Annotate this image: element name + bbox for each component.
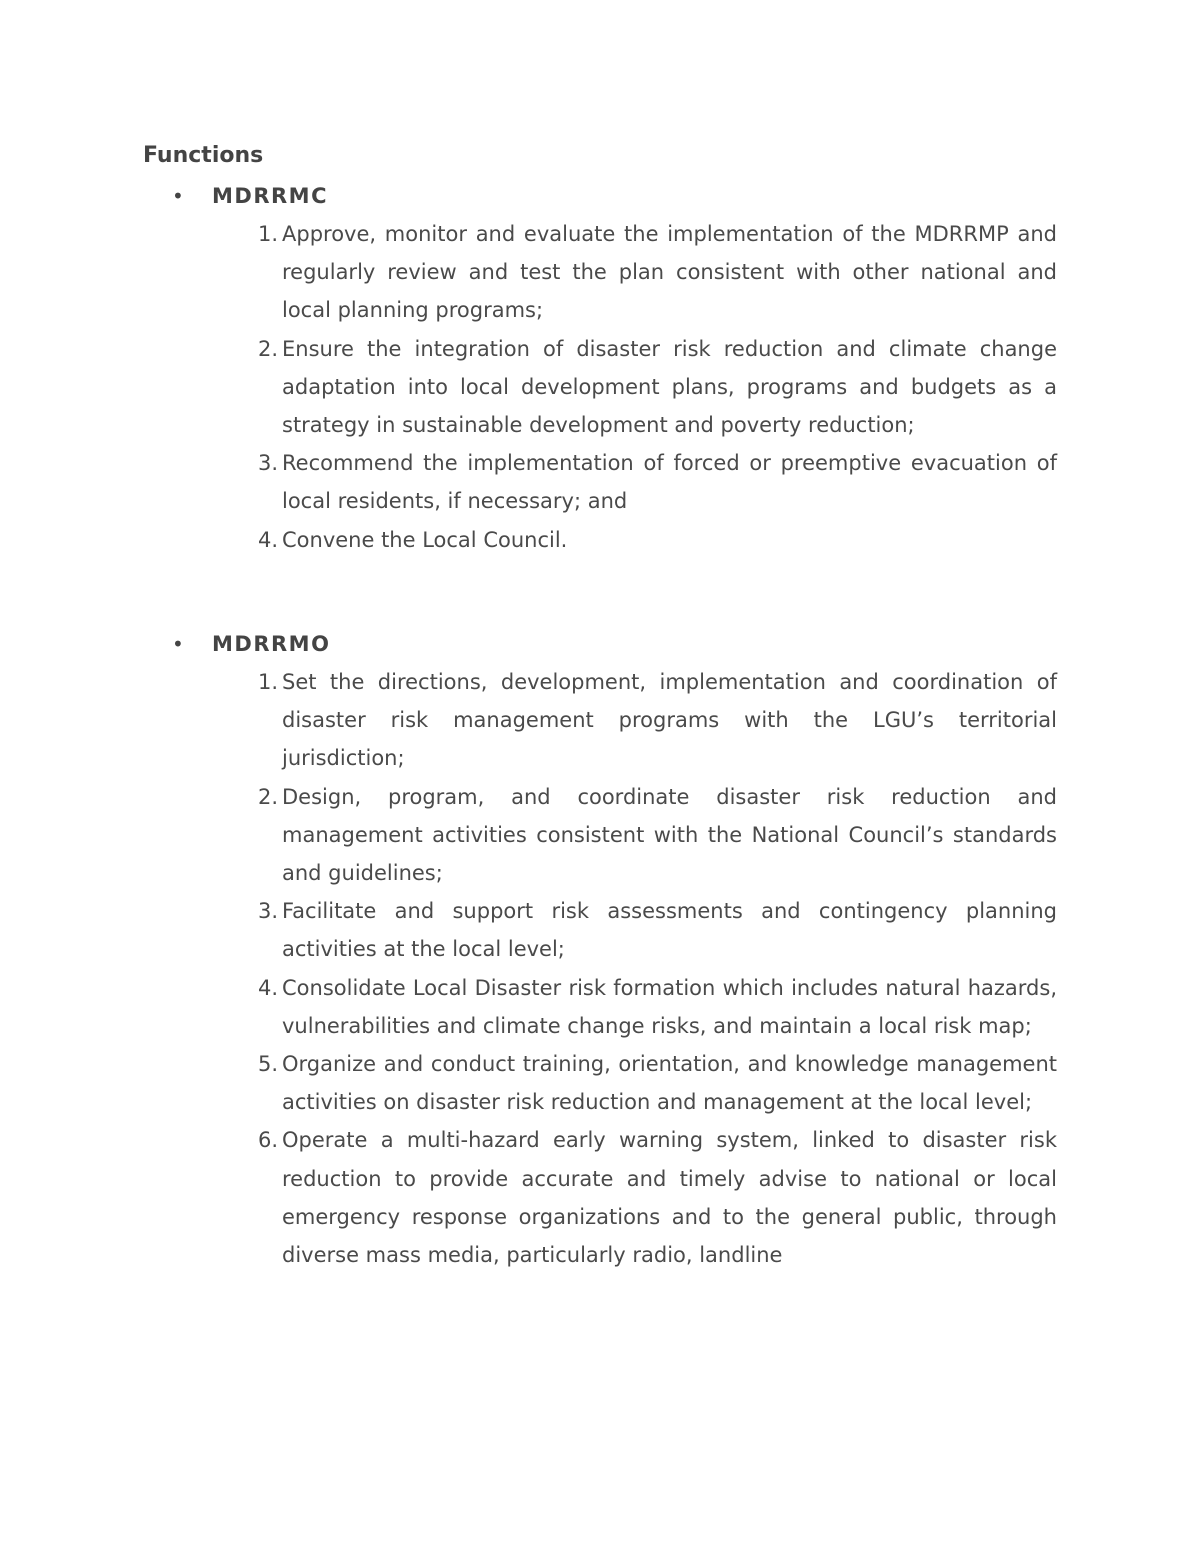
list-item-number: 5. xyxy=(257,1052,278,1077)
list-item-text: Convene the Local Council. xyxy=(282,527,568,552)
list-item-text: Organize and conduct training, orientation, and knowledge management activities on disaster risk reduction and management at the local level; xyxy=(282,1052,1057,1115)
list-item-text: Set the directions, development, implementation and coordination of disaster risk management programs with the LGU’s territorial jurisdiction; xyxy=(282,670,1057,771)
list-item-text: Ensure the integration of disaster risk reduction and climate change adaptation into local development plans, programs and budgets as a strategy in sustainable development and poverty reduction; xyxy=(282,336,1057,438)
list-item-number: 1. xyxy=(257,670,278,694)
list-item-number: 1. xyxy=(257,222,278,246)
section-title: MDRRMC xyxy=(212,184,328,208)
list-item xyxy=(0,778,1200,893)
list-item xyxy=(0,215,1200,330)
list-item-text: Facilitate and support risk assessments and contingency planning activities at the local level; xyxy=(282,899,1057,962)
list-item-number: 3. xyxy=(257,451,278,476)
list-item-number: 6. xyxy=(257,1128,278,1153)
list-item xyxy=(0,444,1200,520)
list-item-text: Operate a multi-hazard early warning system, linked to disaster risk reduction to provide accurate and timely advise to national or local emergency response organizations and to the general public, through diverse mass media, particularly radio, landline xyxy=(282,1128,1057,1268)
list-item xyxy=(0,1121,1200,1274)
list-item xyxy=(0,330,1200,445)
list-item xyxy=(0,521,1200,559)
list-item xyxy=(0,892,1200,968)
bullet-icon: • xyxy=(172,632,184,656)
list-item xyxy=(0,969,1200,1045)
bullet-icon: • xyxy=(172,184,184,208)
list-item-text: Recommend the implementation of forced or preemptive evacuation of local residents, if necessary; and xyxy=(282,451,1057,514)
list-item-number: 2. xyxy=(257,784,278,809)
list-item xyxy=(0,663,1200,778)
list-item-text: Consolidate Local Disaster risk formation which includes natural hazards, vulnerabilities and climate change risks, and maintain a local risk map; xyxy=(282,975,1057,1038)
list-item xyxy=(0,1045,1200,1121)
section-header xyxy=(172,628,330,660)
section-title: MDRRMO xyxy=(212,632,331,656)
list-item-number: 3. xyxy=(257,899,278,924)
list-item-text: Design, program, and coordinate disaster risk reduction and management activities consistent with the National Council’s standards and guidelines; xyxy=(282,784,1057,886)
list-item-number: 4. xyxy=(257,975,278,1000)
numbered-list xyxy=(0,215,1200,559)
numbered-list xyxy=(0,663,1200,1274)
page-title: Functions xyxy=(143,143,264,168)
section-header xyxy=(172,180,328,212)
list-item-text: Approve, monitor and evaluate the implementation of the MDRRMP and regularly review and test the plan consistent with other national and local planning programs; xyxy=(282,222,1057,323)
list-item-number: 4. xyxy=(257,527,278,552)
list-item-number: 2. xyxy=(257,336,278,361)
